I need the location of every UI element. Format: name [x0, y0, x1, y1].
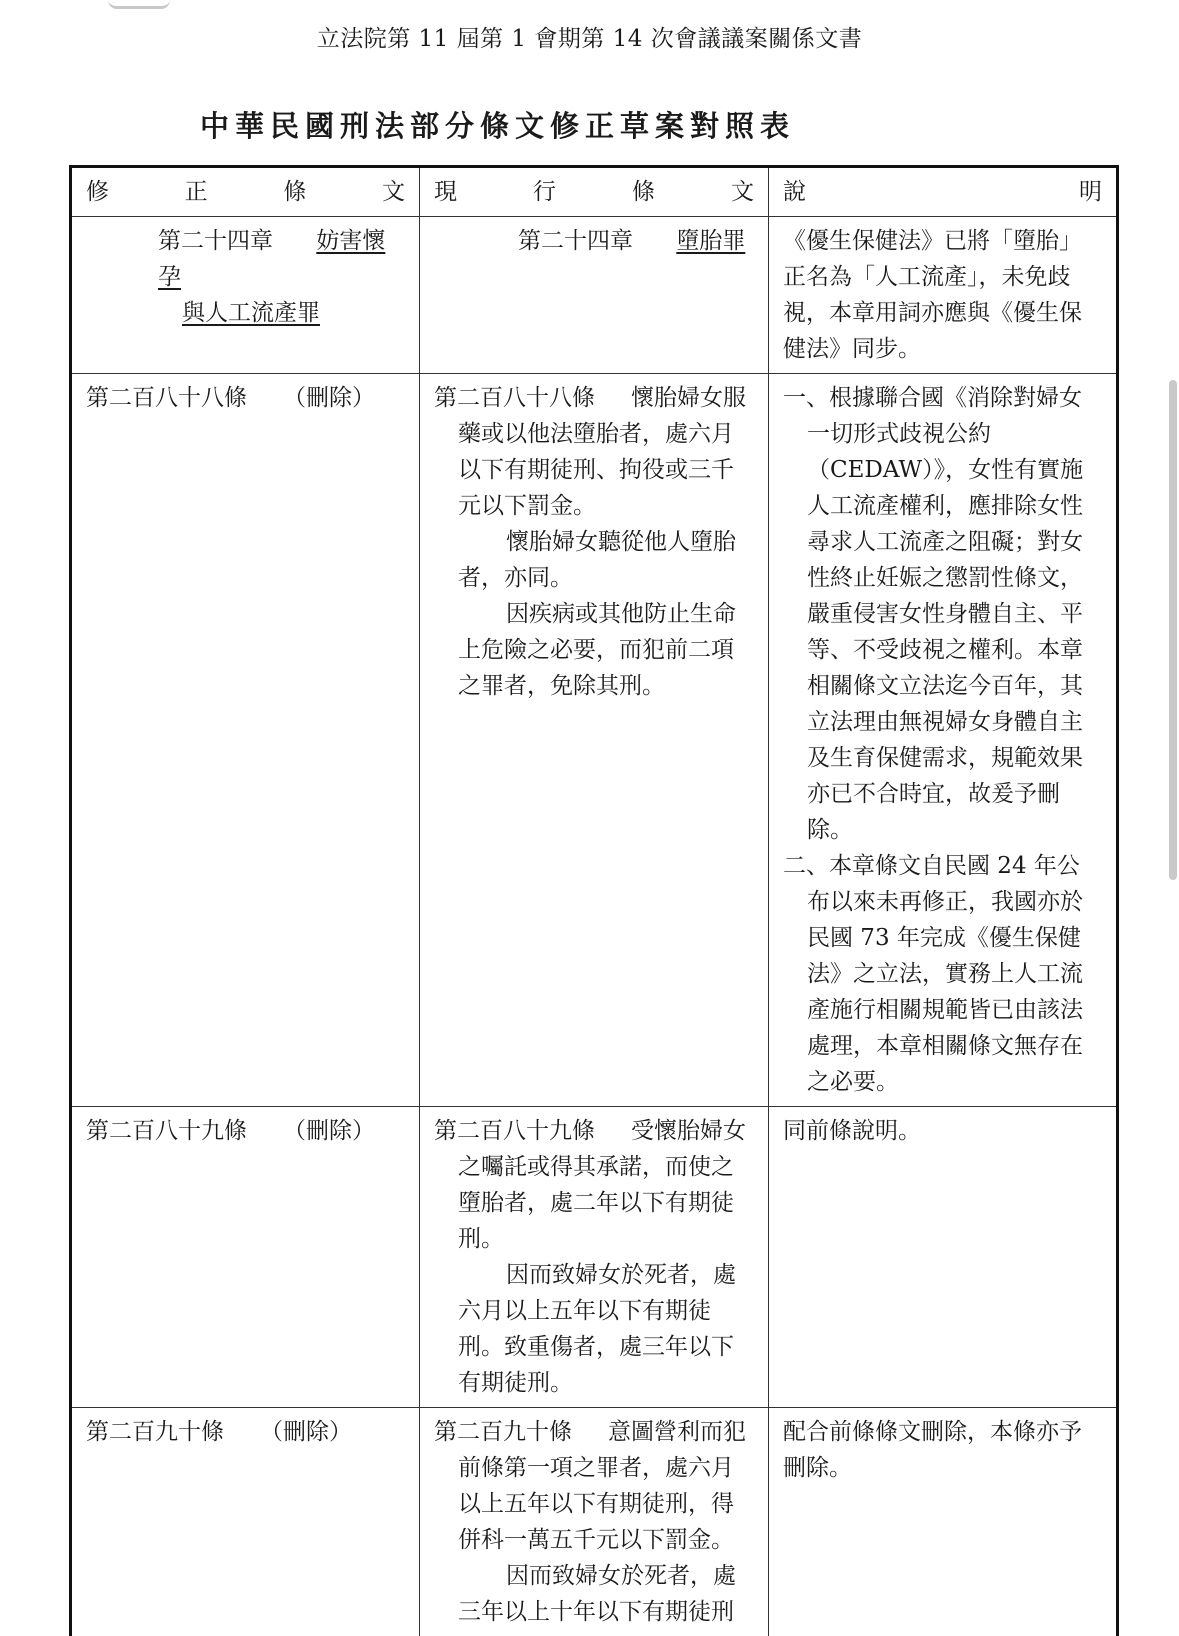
amended-cell: 第二十四章 妨害懷孕 與人工流產罪	[71, 217, 420, 374]
table-header-row	[71, 167, 1118, 217]
current-cell: 第二百八十九條 受懷胎婦女之囑託或得其承諾，而使之墮胎者，處二年以下有期徒刑。 因而致婦女於死者，處六月以上五年以下有期徒刑。致重傷者，處三年以下有期徒刑。	[420, 1107, 769, 1408]
explanation-cell	[769, 374, 1118, 1107]
explanation-item: 一、根據聯合國《消除對婦女一切形式歧視公約（CEDAW）》，女性有實施人工流產權利，應排除女性尋求人工流產之阻礙；對女性終止妊娠之懲罰性條文，嚴重侵害女性身體自主、平等、不受歧視之權利。本章相關條文立法迄今百年，其立法理由無視婦女身體自主及生育保健需求，規範效果亦已不合時宜，故爰予刪除。	[783, 380, 1102, 848]
header-current: 現 行 條 文	[420, 167, 769, 217]
table-row	[71, 374, 1118, 1107]
top-edge-mark	[108, 0, 170, 9]
current-cell: 第二百九十條 意圖營利而犯前條第一項之罪者，處六月以上五年以下有期徒刑，得併科一萬五千元以下罰金。 因而致婦女於死者，處三年以上十年以下有期徒刑	[420, 1408, 769, 1636]
amended-cell: 第二百九十條 （刪除）	[71, 1408, 420, 1636]
explanation-cell: 《優生保健法》已將「墮胎」正名為「人工流產」，未免歧視，本章用詞亦應與《優生保健法》同步。	[769, 217, 1118, 374]
explanation-cell: 配合前條條文刪除，本條亦予刪除。	[769, 1408, 1118, 1636]
amended-chapter-title: 妨害懷孕	[158, 228, 385, 290]
table-row	[71, 1408, 1118, 1636]
scrollbar[interactable]	[1169, 380, 1177, 880]
comparison-table	[69, 165, 1119, 1636]
document-title: 中華民國刑法部分條文修正草案對照表	[200, 104, 795, 145]
explanation-cell: 同前條說明。	[769, 1107, 1118, 1408]
amended-cell: 第二百八十八條 （刪除）	[71, 374, 420, 1107]
amended-cell: 第二百八十九條 （刪除）	[71, 1107, 420, 1408]
current-chapter-title: 墮胎罪	[676, 228, 745, 254]
table-row	[71, 1107, 1118, 1408]
header-explanation: 說 明	[769, 167, 1118, 217]
page-header: 立法院第 11 屆第 1 會期第 14 次會議議案關係文書	[0, 20, 1179, 53]
current-cell: 第二百八十八條 懷胎婦女服藥或以他法墮胎者，處六月以下有期徒刑、拘役或三千元以下罰金。 懷胎婦女聽從他人墮胎者，亦同。 因疾病或其他防止生命上危險之必要，而犯前二項之罪者，免除其刑。	[420, 374, 769, 1107]
header-amended: 修 正 條 文	[71, 167, 420, 217]
explanation-item: 二、本章條文自民國 24 年公布以來未再修正，我國亦於民國 73 年完成《優生保健法》之立法，實務上人工流產施行相關規範皆已由該法處理，本章相關條文無存在之必要。	[783, 848, 1102, 1100]
current-cell: 第二十四章 墮胎罪	[420, 217, 769, 374]
table-row	[71, 217, 1118, 374]
